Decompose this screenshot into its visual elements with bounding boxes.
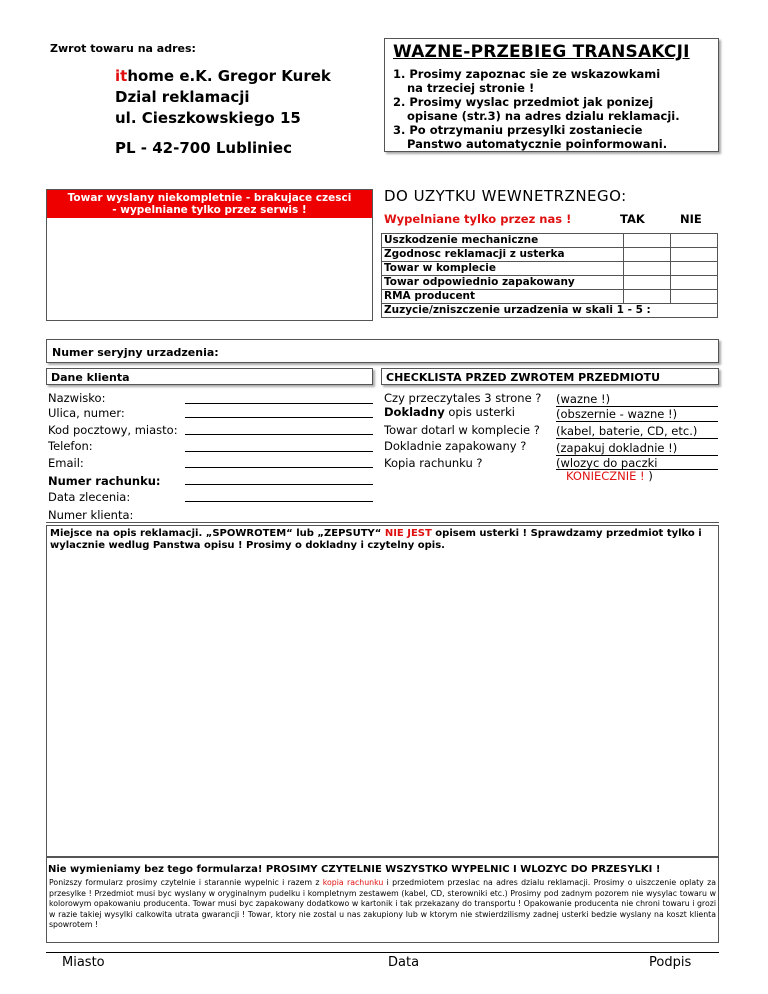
step-line: 2. Prosimy wyslac przedmiot jak ponizej	[393, 95, 654, 109]
client-number-label: Numer klienta:	[48, 508, 134, 522]
signature-date[interactable]: Data	[388, 955, 420, 970]
table-row	[382, 234, 718, 248]
description-part2: opisem usterki ! Sprawdzamy przedmiot tylko i wylacznie wedlug Panstwa opisu ! Prosimy o dokladny i czytelny opis.	[50, 528, 702, 551]
signature-sign[interactable]: Podpis	[649, 955, 692, 970]
serial-number-field[interactable]	[46, 339, 719, 363]
row-label: Uszkodzenie mechaniczne	[382, 234, 624, 248]
step-line: 1. Prosimy zapoznac sie ze wskazowkami	[393, 67, 661, 81]
row-label: Towar odpowiednio zapakowany	[382, 276, 624, 290]
address-line-3: ul. Cieszkowskiego 15	[115, 109, 301, 127]
description-part1: Miejsce na opis reklamacji. „SPOWROTEM“ lub „ZEPSUTY“	[50, 528, 385, 539]
transaction-title: WAZNE-PRZEBIEG TRANSAKCJI	[393, 42, 690, 62]
checklist-a1: (wazne !)	[556, 392, 718, 407]
order-date-label: Data zlecenia:	[48, 490, 131, 504]
checklist-a2: (obszernie - wazne !)	[556, 407, 718, 422]
client-number-field[interactable]	[46, 522, 719, 523]
transaction-steps	[393, 67, 718, 151]
no-cell[interactable]	[671, 290, 718, 304]
yes-cell[interactable]	[624, 290, 671, 304]
checklist-q1: Czy przeczytales 3 strone ?	[384, 391, 542, 405]
return-address	[115, 66, 331, 129]
checklist-a5-red: KONIECZNIE !	[566, 469, 645, 483]
company-name-rest: home e.K. Gregor Kurek	[127, 67, 331, 85]
no-cell[interactable]	[671, 276, 718, 290]
no-cell[interactable]	[671, 262, 718, 276]
step-line: na trzeciej stronie !	[407, 81, 535, 95]
footer-terms-part1: Ponizszy formularz prosimy czytelnie i starannie wypelnic i razem z	[49, 878, 323, 887]
signature-city[interactable]: Miasto	[62, 955, 105, 970]
street-label: Ulica, numer:	[48, 406, 125, 420]
email-field[interactable]	[185, 466, 373, 468]
table-row	[382, 276, 718, 290]
no-column-label: NIE	[680, 212, 702, 226]
step-line: Panstwo automatycznie poinformowani.	[407, 137, 668, 151]
row-label: Towar w komplecie	[382, 262, 624, 276]
row-label: RMA producent	[382, 290, 624, 304]
yes-column-label: TAK	[620, 212, 645, 226]
serial-number-label: Numer seryjny urzadzenia:	[52, 346, 219, 359]
internal-table	[381, 233, 718, 318]
table-row	[382, 290, 718, 304]
checklist-header: CHECKLISTA PRZED ZWROTEM PRZEDMIOTU	[381, 368, 719, 385]
checklist-q2-rest: opis usterki	[444, 405, 515, 419]
table-row	[382, 304, 718, 318]
company-name	[115, 66, 331, 87]
postal-label: Kod pocztowy, miasto:	[48, 423, 178, 437]
invoice-label: Numer rachunku:	[48, 474, 161, 488]
incomplete-header	[47, 190, 372, 218]
internal-title: DO UZYTKU WEWNETRZNEGO:	[384, 187, 627, 205]
phone-field[interactable]	[185, 450, 373, 452]
table-row	[382, 248, 718, 262]
yes-cell[interactable]	[624, 248, 671, 262]
description-red: NIE JEST	[384, 528, 432, 539]
description-box[interactable]	[46, 525, 719, 857]
yes-cell[interactable]	[624, 276, 671, 290]
email-label: Email:	[48, 456, 84, 470]
checklist-a4: (zapakuj dokladnie !)	[556, 441, 718, 456]
postal-field[interactable]	[185, 433, 373, 435]
address-line-2: Dzial reklamacji	[115, 88, 250, 106]
checklist-a5-end: )	[648, 469, 653, 483]
footer-terms	[49, 878, 716, 931]
client-data-header: Dane klienta	[46, 368, 373, 385]
checklist-a5-line: (wlozyc do paczki	[556, 457, 718, 470]
checklist-a5	[556, 457, 718, 482]
table-row	[382, 262, 718, 276]
brand-prefix: it	[115, 67, 128, 85]
scale-row-label[interactable]: Zuzycie/zniszczenie urzadzenia w skali 1 - 5 :	[382, 304, 718, 318]
step-line: 3. Po otrzymaniu przesylki zostaniecie	[393, 123, 643, 137]
street-field[interactable]	[185, 416, 373, 418]
incomplete-header-line: Towar wyslany niekompletnie - brakujace czesci	[67, 192, 352, 204]
no-cell[interactable]	[671, 234, 718, 248]
name-field[interactable]	[185, 402, 373, 404]
incomplete-box[interactable]	[46, 189, 373, 321]
step-line: opisane (str.3) na adres dzialu reklamacji.	[407, 109, 680, 123]
transaction-box	[384, 38, 719, 152]
checklist-a3: (kabel, baterie, CD, etc.)	[556, 424, 718, 439]
footer-warning: Nie wymieniamy bez tego formularza! PROSIMY CZYTELNIE WSZYSTKO WYPELNIC I WLOZYC DO PRZESYLKI !	[48, 864, 661, 875]
name-label: Nazwisko:	[48, 391, 106, 405]
order-date-field[interactable]	[185, 500, 373, 502]
return-address-label: Zwrot towaru na adres:	[50, 42, 196, 55]
phone-label: Telefon:	[48, 439, 93, 453]
yes-cell[interactable]	[624, 262, 671, 276]
description-instructions	[50, 528, 715, 552]
incomplete-header-line: - wypelniane tylko przez serwis !	[112, 204, 307, 216]
no-cell[interactable]	[671, 248, 718, 262]
internal-subtitle: Wypelniane tylko przez nas !	[384, 212, 572, 226]
checklist-q3: Towar dotarl w komplecie ?	[384, 423, 540, 437]
signature-line	[46, 952, 719, 953]
checklist-q2-bold: Dokladny	[384, 405, 445, 419]
footer-terms-red: kopia rachunku	[322, 878, 384, 887]
checklist-q2	[384, 405, 515, 419]
row-label: Zgodnosc reklamacji z usterka	[382, 248, 624, 262]
checklist-q5: Kopia rachunku ?	[384, 456, 483, 470]
checklist-q4: Dokladnie zapakowany ?	[384, 439, 527, 453]
footer-terms-part2: i przedmiotem przeslac na adres dzialu reklamacji. Prosimy o uiszczenie oplaty za przesylke ! Przedmiot musi byc wyslany w oryginalnym pudelku i kompletnym zestawem (kabel, CD, sterowniki etc.) Prosimy pod zadnym pozorem nie wysylac towaru w kolorowym opakowaniu producenta. Towar musi byc zapakowany dodatkowo w kartonik i tak przekazany do transportu ! Opakowanie producenta nie chroni towaru i grozi w razie takiej wysylki calkowita utrata gwarancji ! Towar, ktory nie zostal u nas zakupiony lub w ktorym nie stwierdzilismy zadnej usterki bedzie wyslany na koszt klienta spowrotem !	[49, 878, 716, 929]
yes-cell[interactable]	[624, 234, 671, 248]
invoice-field[interactable]	[185, 483, 373, 485]
address-city: PL - 42-700 Lubliniec	[115, 139, 292, 157]
